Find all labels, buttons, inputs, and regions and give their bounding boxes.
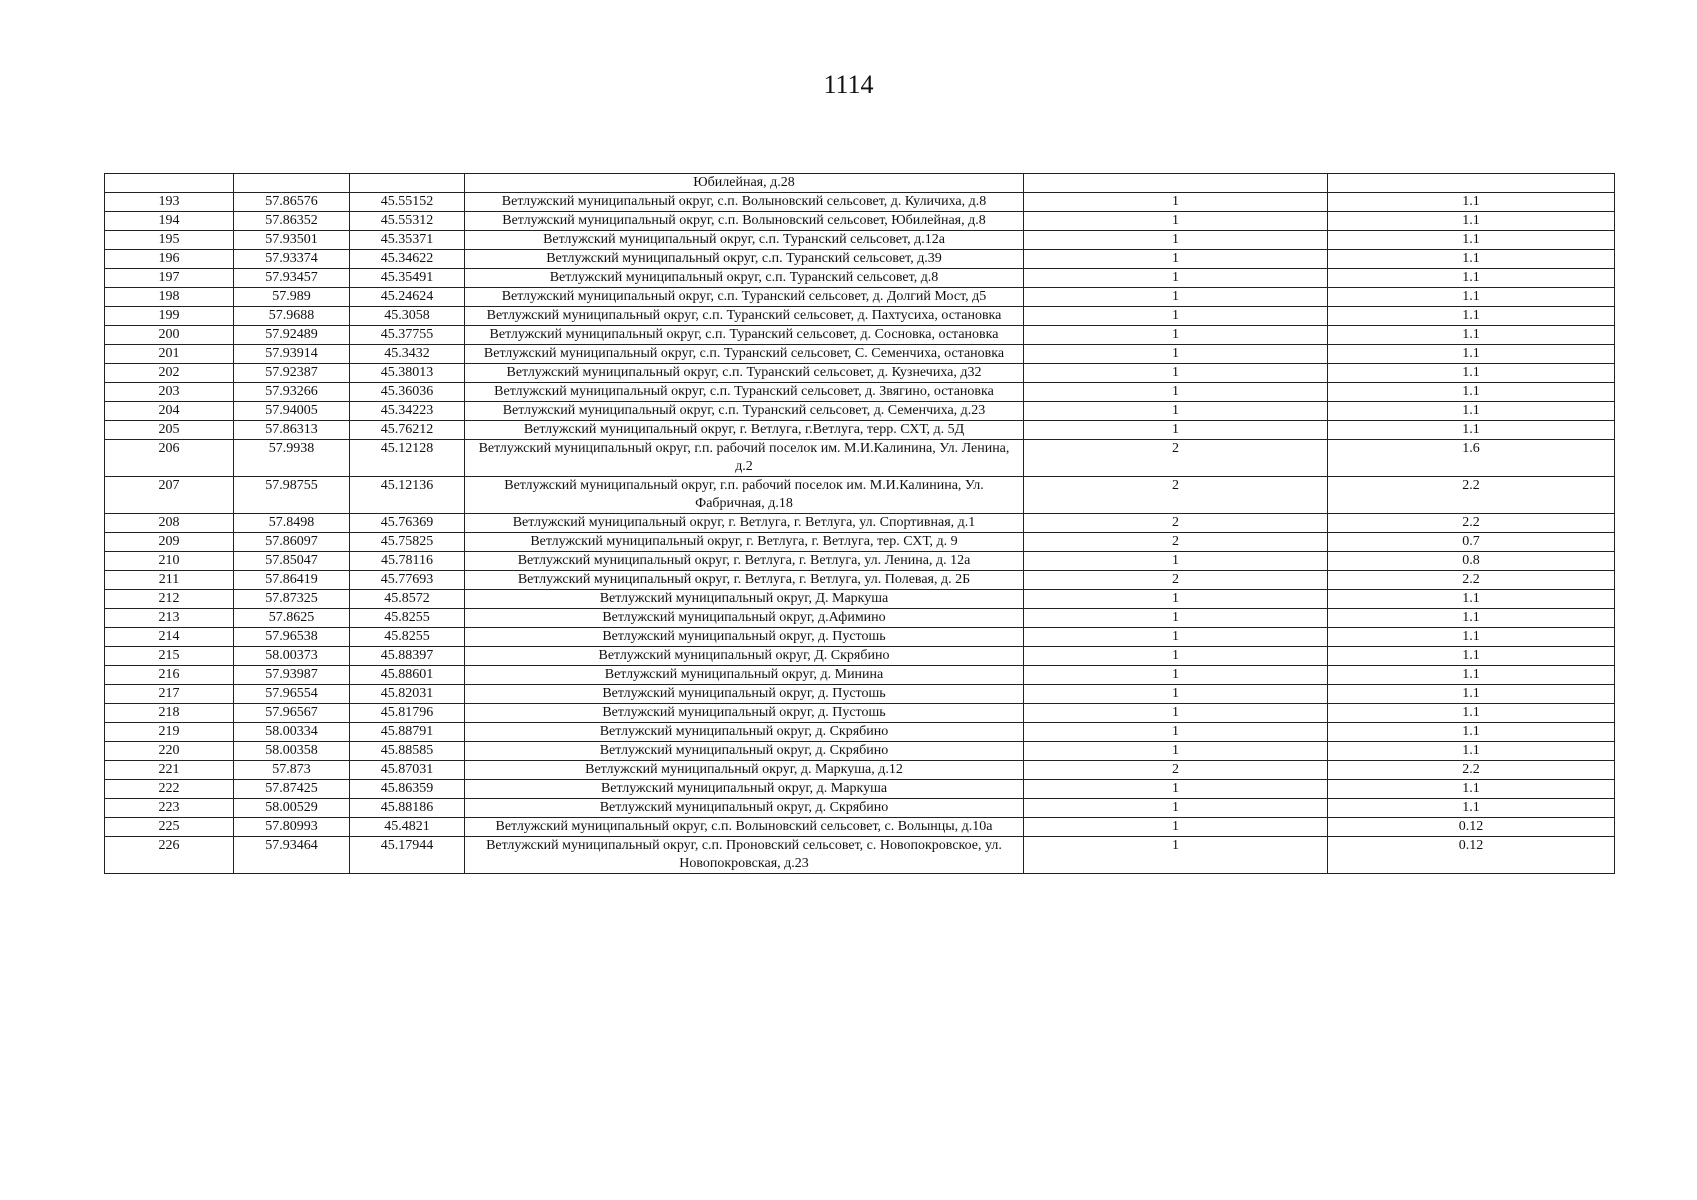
longitude-cell: 45.38013 (350, 364, 465, 383)
count-cell: 1 (1024, 250, 1328, 269)
table-row (105, 477, 1615, 514)
volume-cell: 1.1 (1328, 742, 1615, 761)
latitude-cell: 58.00358 (234, 742, 350, 761)
longitude-cell: 45.82031 (350, 685, 465, 704)
table-row (105, 628, 1615, 647)
registry-table (104, 173, 1615, 874)
table-row (105, 174, 1615, 193)
latitude-cell: 57.96538 (234, 628, 350, 647)
volume-cell: 1.1 (1328, 628, 1615, 647)
page-number: 1114 (823, 70, 874, 99)
address-cell: Ветлужский муниципальный округ, д. Пустошь (465, 685, 1024, 704)
volume-cell: 1.1 (1328, 647, 1615, 666)
latitude-cell: 57.93374 (234, 250, 350, 269)
volume-cell: 2.2 (1328, 571, 1615, 590)
latitude-cell: 57.85047 (234, 552, 350, 571)
count-cell: 1 (1024, 723, 1328, 742)
volume-cell: 1.1 (1328, 685, 1615, 704)
row-number-cell: 199 (105, 307, 234, 326)
row-number-cell: 207 (105, 477, 234, 514)
longitude-cell: 45.88186 (350, 799, 465, 818)
longitude-cell: 45.75825 (350, 533, 465, 552)
table-row (105, 571, 1615, 590)
latitude-cell: 57.86419 (234, 571, 350, 590)
volume-cell: 1.1 (1328, 307, 1615, 326)
count-cell: 2 (1024, 761, 1328, 780)
longitude-cell: 45.88585 (350, 742, 465, 761)
longitude-cell: 45.12136 (350, 477, 465, 514)
table-row (105, 193, 1615, 212)
address-cell: Юбилейная, д.28 (465, 174, 1024, 193)
longitude-cell: 45.88791 (350, 723, 465, 742)
longitude-cell: 45.55152 (350, 193, 465, 212)
count-cell: 2 (1024, 477, 1328, 514)
volume-cell: 1.1 (1328, 723, 1615, 742)
latitude-cell: 57.86576 (234, 193, 350, 212)
volume-cell: 1.1 (1328, 383, 1615, 402)
volume-cell: 1.1 (1328, 345, 1615, 364)
address-cell: Ветлужский муниципальный округ, Д. Скрябино (465, 647, 1024, 666)
table-row (105, 288, 1615, 307)
table-row (105, 421, 1615, 440)
latitude-cell: 57.96554 (234, 685, 350, 704)
latitude-cell: 57.93464 (234, 837, 350, 874)
latitude-cell: 57.93987 (234, 666, 350, 685)
latitude-cell: 57.86352 (234, 212, 350, 231)
volume-cell: 1.1 (1328, 193, 1615, 212)
table-row (105, 837, 1615, 874)
volume-cell: 2.2 (1328, 477, 1615, 514)
row-number-cell: 202 (105, 364, 234, 383)
volume-cell: 0.8 (1328, 552, 1615, 571)
row-number-cell: 216 (105, 666, 234, 685)
address-cell: Ветлужский муниципальный округ, с.п. Туранский сельсовет, д. Долгий Мост, д5 (465, 288, 1024, 307)
row-number-cell: 198 (105, 288, 234, 307)
row-number-cell: 212 (105, 590, 234, 609)
row-number-cell: 221 (105, 761, 234, 780)
row-number-cell: 193 (105, 193, 234, 212)
volume-cell: 2.2 (1328, 514, 1615, 533)
longitude-cell: 45.12128 (350, 440, 465, 477)
row-number-cell: 217 (105, 685, 234, 704)
count-cell: 1 (1024, 212, 1328, 231)
volume-cell: 1.1 (1328, 364, 1615, 383)
latitude-cell: 57.989 (234, 288, 350, 307)
volume-cell: 1.1 (1328, 288, 1615, 307)
latitude-cell: 57.92387 (234, 364, 350, 383)
longitude-cell: 45.77693 (350, 571, 465, 590)
address-cell: Ветлужский муниципальный округ, с.п. Проновский сельсовет, с. Новопокровское, ул. Новопокровская, д.23 (465, 837, 1024, 874)
longitude-cell: 45.88397 (350, 647, 465, 666)
longitude-cell: 45.36036 (350, 383, 465, 402)
table-row (105, 704, 1615, 723)
latitude-cell: 57.9688 (234, 307, 350, 326)
address-cell: Ветлужский муниципальный округ, с.п. Туранский сельсовет, д. Сосновка, остановка (465, 326, 1024, 345)
table-row (105, 609, 1615, 628)
longitude-cell: 45.87031 (350, 761, 465, 780)
address-cell: Ветлужский муниципальный округ, г. Ветлуга, г. Ветлуга, тер. СХТ, д. 9 (465, 533, 1024, 552)
row-number-cell: 220 (105, 742, 234, 761)
count-cell: 1 (1024, 307, 1328, 326)
volume-cell: 0.7 (1328, 533, 1615, 552)
row-number-cell: 204 (105, 402, 234, 421)
table-row (105, 723, 1615, 742)
address-cell: Ветлужский муниципальный округ, д. Маркуша, д.12 (465, 761, 1024, 780)
table-row (105, 440, 1615, 477)
longitude-cell: 45.8572 (350, 590, 465, 609)
address-cell: Ветлужский муниципальный округ, д. Скрябино (465, 742, 1024, 761)
row-number-cell: 222 (105, 780, 234, 799)
address-cell: Ветлужский муниципальный округ, с.п. Туранский сельсовет, д.8 (465, 269, 1024, 288)
volume-cell (1328, 174, 1615, 193)
volume-cell: 1.6 (1328, 440, 1615, 477)
table-row (105, 742, 1615, 761)
latitude-cell: 58.00529 (234, 799, 350, 818)
longitude-cell: 45.4821 (350, 818, 465, 837)
address-cell: Ветлужский муниципальный округ, с.п. Волыновский сельсовет, с. Волынцы, д.10а (465, 818, 1024, 837)
latitude-cell: 57.86313 (234, 421, 350, 440)
count-cell: 1 (1024, 345, 1328, 364)
latitude-cell: 57.96567 (234, 704, 350, 723)
row-number-cell: 225 (105, 818, 234, 837)
address-cell: Ветлужский муниципальный округ, с.п. Туранский сельсовет, д. Семенчиха, д.23 (465, 402, 1024, 421)
longitude-cell: 45.24624 (350, 288, 465, 307)
longitude-cell: 45.76212 (350, 421, 465, 440)
volume-cell: 1.1 (1328, 780, 1615, 799)
volume-cell: 1.1 (1328, 402, 1615, 421)
longitude-cell: 45.17944 (350, 837, 465, 874)
longitude-cell: 45.35371 (350, 231, 465, 250)
address-cell: Ветлужский муниципальный округ, с.п. Туранский сельсовет, д. Кузнечиха, д32 (465, 364, 1024, 383)
table-row (105, 590, 1615, 609)
volume-cell: 1.1 (1328, 609, 1615, 628)
table-row (105, 212, 1615, 231)
address-cell: Ветлужский муниципальный округ, г. Ветлуга, г.Ветлуга, терр. СХТ, д. 5Д (465, 421, 1024, 440)
latitude-cell: 57.9938 (234, 440, 350, 477)
table-row (105, 799, 1615, 818)
table-row (105, 383, 1615, 402)
count-cell: 1 (1024, 799, 1328, 818)
count-cell: 1 (1024, 193, 1328, 212)
table-row (105, 666, 1615, 685)
row-number-cell: 214 (105, 628, 234, 647)
count-cell: 2 (1024, 440, 1328, 477)
longitude-cell: 45.34223 (350, 402, 465, 421)
table-row (105, 231, 1615, 250)
address-cell: Ветлужский муниципальный округ, д. Скрябино (465, 799, 1024, 818)
latitude-cell: 57.93266 (234, 383, 350, 402)
table-row (105, 552, 1615, 571)
latitude-cell: 57.87425 (234, 780, 350, 799)
address-cell: Ветлужский муниципальный округ, д. Пустошь (465, 704, 1024, 723)
row-number-cell: 197 (105, 269, 234, 288)
table-row (105, 307, 1615, 326)
row-number-cell: 219 (105, 723, 234, 742)
volume-cell: 1.1 (1328, 250, 1615, 269)
latitude-cell: 58.00334 (234, 723, 350, 742)
volume-cell: 1.1 (1328, 269, 1615, 288)
latitude-cell: 57.93457 (234, 269, 350, 288)
count-cell: 1 (1024, 742, 1328, 761)
address-cell: Ветлужский муниципальный округ, г. Ветлуга, г. Ветлуга, ул. Ленина, д. 12а (465, 552, 1024, 571)
row-number-cell: 200 (105, 326, 234, 345)
longitude-cell: 45.76369 (350, 514, 465, 533)
count-cell: 1 (1024, 383, 1328, 402)
longitude-cell: 45.8255 (350, 609, 465, 628)
table-row (105, 514, 1615, 533)
count-cell: 2 (1024, 533, 1328, 552)
row-number-cell: 223 (105, 799, 234, 818)
volume-cell: 0.12 (1328, 818, 1615, 837)
address-cell: Ветлужский муниципальный округ, д. Пустошь (465, 628, 1024, 647)
table-row (105, 780, 1615, 799)
table-row (105, 269, 1615, 288)
longitude-cell: 45.81796 (350, 704, 465, 723)
count-cell: 1 (1024, 647, 1328, 666)
row-number-cell: 215 (105, 647, 234, 666)
latitude-cell: 57.80993 (234, 818, 350, 837)
table-row (105, 685, 1615, 704)
latitude-cell: 57.8498 (234, 514, 350, 533)
table-row (105, 533, 1615, 552)
address-cell: Ветлужский муниципальный округ, с.п. Волыновский сельсовет, Юбилейная, д.8 (465, 212, 1024, 231)
address-cell: Ветлужский муниципальный округ, г.п. рабочий поселок им. М.И.Калинина, Ул. Фабричная, д.18 (465, 477, 1024, 514)
latitude-cell (234, 174, 350, 193)
volume-cell: 1.1 (1328, 590, 1615, 609)
longitude-cell: 45.88601 (350, 666, 465, 685)
count-cell: 1 (1024, 326, 1328, 345)
latitude-cell: 57.92489 (234, 326, 350, 345)
count-cell: 1 (1024, 552, 1328, 571)
volume-cell: 1.1 (1328, 212, 1615, 231)
row-number-cell: 218 (105, 704, 234, 723)
count-cell: 1 (1024, 704, 1328, 723)
count-cell: 1 (1024, 628, 1328, 647)
count-cell: 1 (1024, 666, 1328, 685)
address-cell: Ветлужский муниципальный округ, с.п. Туранский сельсовет, д.12а (465, 231, 1024, 250)
row-number-cell: 213 (105, 609, 234, 628)
table-row (105, 647, 1615, 666)
latitude-cell: 58.00373 (234, 647, 350, 666)
count-cell: 1 (1024, 402, 1328, 421)
address-cell: Ветлужский муниципальный округ, г. Ветлуга, г. Ветлуга, ул. Спортивная, д.1 (465, 514, 1024, 533)
table-row (105, 364, 1615, 383)
count-cell: 1 (1024, 837, 1328, 874)
count-cell: 2 (1024, 514, 1328, 533)
latitude-cell: 57.94005 (234, 402, 350, 421)
latitude-cell: 57.86097 (234, 533, 350, 552)
table-row (105, 326, 1615, 345)
volume-cell: 1.1 (1328, 666, 1615, 685)
count-cell (1024, 174, 1328, 193)
address-cell: Ветлужский муниципальный округ, д. Минина (465, 666, 1024, 685)
longitude-cell: 45.3058 (350, 307, 465, 326)
count-cell: 1 (1024, 609, 1328, 628)
row-number-cell: 208 (105, 514, 234, 533)
row-number-cell (105, 174, 234, 193)
longitude-cell: 45.35491 (350, 269, 465, 288)
count-cell: 1 (1024, 421, 1328, 440)
volume-cell: 1.1 (1328, 326, 1615, 345)
row-number-cell: 205 (105, 421, 234, 440)
volume-cell: 1.1 (1328, 421, 1615, 440)
longitude-cell: 45.86359 (350, 780, 465, 799)
count-cell: 1 (1024, 780, 1328, 799)
count-cell: 1 (1024, 685, 1328, 704)
address-cell: Ветлужский муниципальный округ, Д. Маркуша (465, 590, 1024, 609)
address-cell: Ветлужский муниципальный округ, г. Ветлуга, г. Ветлуга, ул. Полевая, д. 2Б (465, 571, 1024, 590)
row-number-cell: 209 (105, 533, 234, 552)
volume-cell: 1.1 (1328, 799, 1615, 818)
address-cell: Ветлужский муниципальный округ, с.п. Волыновский сельсовет, д. Куличиха, д.8 (465, 193, 1024, 212)
address-cell: Ветлужский муниципальный округ, с.п. Туранский сельсовет, д. Пахтусиха, остановка (465, 307, 1024, 326)
row-number-cell: 206 (105, 440, 234, 477)
longitude-cell: 45.37755 (350, 326, 465, 345)
count-cell: 1 (1024, 269, 1328, 288)
registry-table-body (105, 174, 1615, 874)
latitude-cell: 57.8625 (234, 609, 350, 628)
address-cell: Ветлужский муниципальный округ, с.п. Туранский сельсовет, д. Звягино, остановка (465, 383, 1024, 402)
row-number-cell: 201 (105, 345, 234, 364)
latitude-cell: 57.98755 (234, 477, 350, 514)
address-cell: Ветлужский муниципальный округ, с.п. Туранский сельсовет, С. Семенчиха, остановка (465, 345, 1024, 364)
latitude-cell: 57.87325 (234, 590, 350, 609)
longitude-cell: 45.55312 (350, 212, 465, 231)
row-number-cell: 196 (105, 250, 234, 269)
longitude-cell: 45.34622 (350, 250, 465, 269)
row-number-cell: 195 (105, 231, 234, 250)
row-number-cell: 210 (105, 552, 234, 571)
latitude-cell: 57.93914 (234, 345, 350, 364)
table-row (105, 402, 1615, 421)
volume-cell: 1.1 (1328, 231, 1615, 250)
latitude-cell: 57.93501 (234, 231, 350, 250)
address-cell: Ветлужский муниципальный округ, г.п. рабочий поселок им. М.И.Калинина, Ул. Ленина, д.2 (465, 440, 1024, 477)
latitude-cell: 57.873 (234, 761, 350, 780)
table-row (105, 761, 1615, 780)
count-cell: 1 (1024, 590, 1328, 609)
longitude-cell (350, 174, 465, 193)
row-number-cell: 203 (105, 383, 234, 402)
address-cell: Ветлужский муниципальный округ, д.Афимино (465, 609, 1024, 628)
longitude-cell: 45.8255 (350, 628, 465, 647)
longitude-cell: 45.3432 (350, 345, 465, 364)
address-cell: Ветлужский муниципальный округ, д. Скрябино (465, 723, 1024, 742)
row-number-cell: 211 (105, 571, 234, 590)
volume-cell: 0.12 (1328, 837, 1615, 874)
volume-cell: 1.1 (1328, 704, 1615, 723)
longitude-cell: 45.78116 (350, 552, 465, 571)
table-row (105, 250, 1615, 269)
table-row (105, 818, 1615, 837)
table-row (105, 345, 1615, 364)
address-cell: Ветлужский муниципальный округ, с.п. Туранский сельсовет, д.39 (465, 250, 1024, 269)
count-cell: 1 (1024, 364, 1328, 383)
volume-cell: 2.2 (1328, 761, 1615, 780)
count-cell: 2 (1024, 571, 1328, 590)
address-cell: Ветлужский муниципальный округ, д. Маркуша (465, 780, 1024, 799)
count-cell: 1 (1024, 231, 1328, 250)
row-number-cell: 226 (105, 837, 234, 874)
count-cell: 1 (1024, 288, 1328, 307)
row-number-cell: 194 (105, 212, 234, 231)
count-cell: 1 (1024, 818, 1328, 837)
